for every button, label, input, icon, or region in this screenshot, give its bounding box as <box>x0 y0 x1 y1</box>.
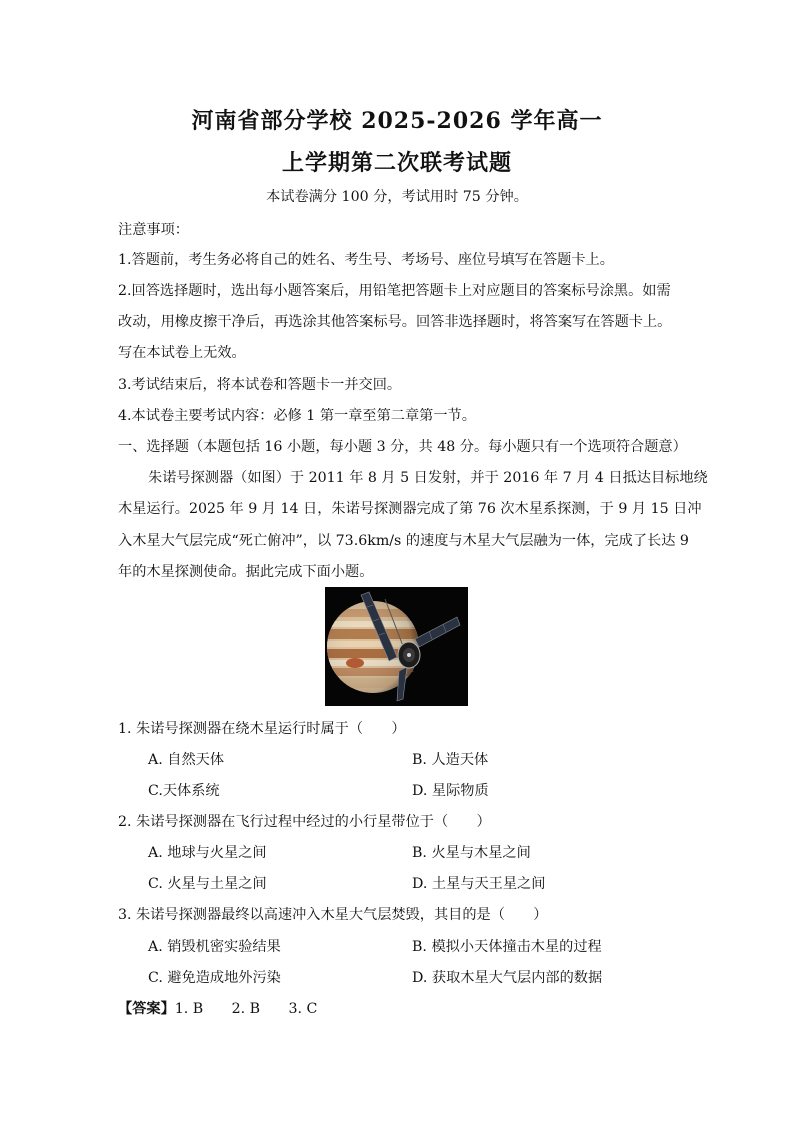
question-1-option-a[interactable]: A. 自然天体 <box>148 752 225 768</box>
question-1-option-b[interactable]: B. 人造天体 <box>412 752 489 768</box>
note-item-3: 3.考试结束后，将本试卷和答题卡一并交回。 <box>118 377 402 393</box>
question-2-option-a[interactable]: A. 地球与火星之间 <box>148 845 267 861</box>
question-3-option-d[interactable]: D. 获取木星大气层内部的数据 <box>412 970 603 986</box>
passage-line-2: 木星运行。2025 年 9 月 14 日，朱诺号探测器完成了第 76 次木星系探测，于 9 月 15 日冲 <box>118 501 702 517</box>
passage-line-3: 入木星大气层完成“死亡俯冲”，以 73.6km/s 的速度与木星大气层融为一体，完成了长达 9 <box>118 533 689 549</box>
question-1-option-d[interactable]: D. 星际物质 <box>412 783 489 799</box>
note-item-4: 4.本试卷主要考试内容：必修 1 第一章至第二章第一节。 <box>118 408 476 424</box>
juno-jupiter-image <box>325 587 468 706</box>
question-2-option-b[interactable]: B. 火星与木星之间 <box>412 845 531 861</box>
exam-title-line1: 河南省部分学校 2025-2026 学年高一 <box>191 108 603 134</box>
note-item-2-line3: 写在本试卷上无效。 <box>118 345 246 361</box>
passage-line-1: 朱诺号探测器（如图）于 2011 年 8 月 5 日发射，并于 2016 年 7 月 4 日抵达目标地绕 <box>148 470 708 486</box>
question-2-stem: 2. 朱诺号探测器在飞行过程中经过的小行星带位于（ ） <box>118 814 491 830</box>
answer-line <box>118 998 317 1018</box>
question-1-stem: 1. 朱诺号探测器在绕木星运行时属于（ ） <box>118 721 406 737</box>
section-heading: 一、选择题（本题包括 16 小题，每小题 3 分，共 48 分。每小题只有一个选项符合题意） <box>118 439 687 455</box>
notes-heading: 注意事项： <box>118 222 189 238</box>
question-3-stem: 3. 朱诺号探测器最终以高速冲入木星大气层焚毁，其目的是（ ） <box>118 907 548 923</box>
passage-line-4: 年的木星探测使命。据此完成下面小题。 <box>118 564 374 580</box>
question-3-option-c[interactable]: C. 避免造成地外污染 <box>148 970 281 986</box>
question-3-option-b[interactable]: B. 模拟小天体撞击木星的过程 <box>412 939 602 955</box>
question-2-option-c[interactable]: C. 火星与土星之间 <box>148 876 267 892</box>
answer-text: 1. B 2. B 3. C <box>174 1001 318 1017</box>
answer-label: 【答案】 <box>118 1001 175 1017</box>
question-3-option-a[interactable]: A. 销毁机密实验结果 <box>148 939 281 955</box>
note-item-1: 1.答题前，考生务必将自己的姓名、考生号、考场号、座位号填写在答题卡上。 <box>118 252 614 268</box>
note-item-2-line1: 2.回答选择题时，选出每小题答案后，用铅笔把答题卡上对应题目的答案标号涂黑。如需 <box>118 283 671 299</box>
exam-title-line2: 上学期第二次联考试题 <box>281 150 512 176</box>
juno-jupiter-illustration <box>325 587 468 706</box>
note-item-2-line2: 改动，用橡皮擦干净后，再选涂其他答案标号。回答非选择题时，将答案写在答题卡上。 <box>118 314 672 330</box>
exam-info: 本试卷满分 100 分，考试用时 75 分钟。 <box>266 189 528 205</box>
question-2-option-d[interactable]: D. 土星与天王星之间 <box>412 876 546 892</box>
question-1-option-c[interactable]: C.天体系统 <box>148 783 220 799</box>
